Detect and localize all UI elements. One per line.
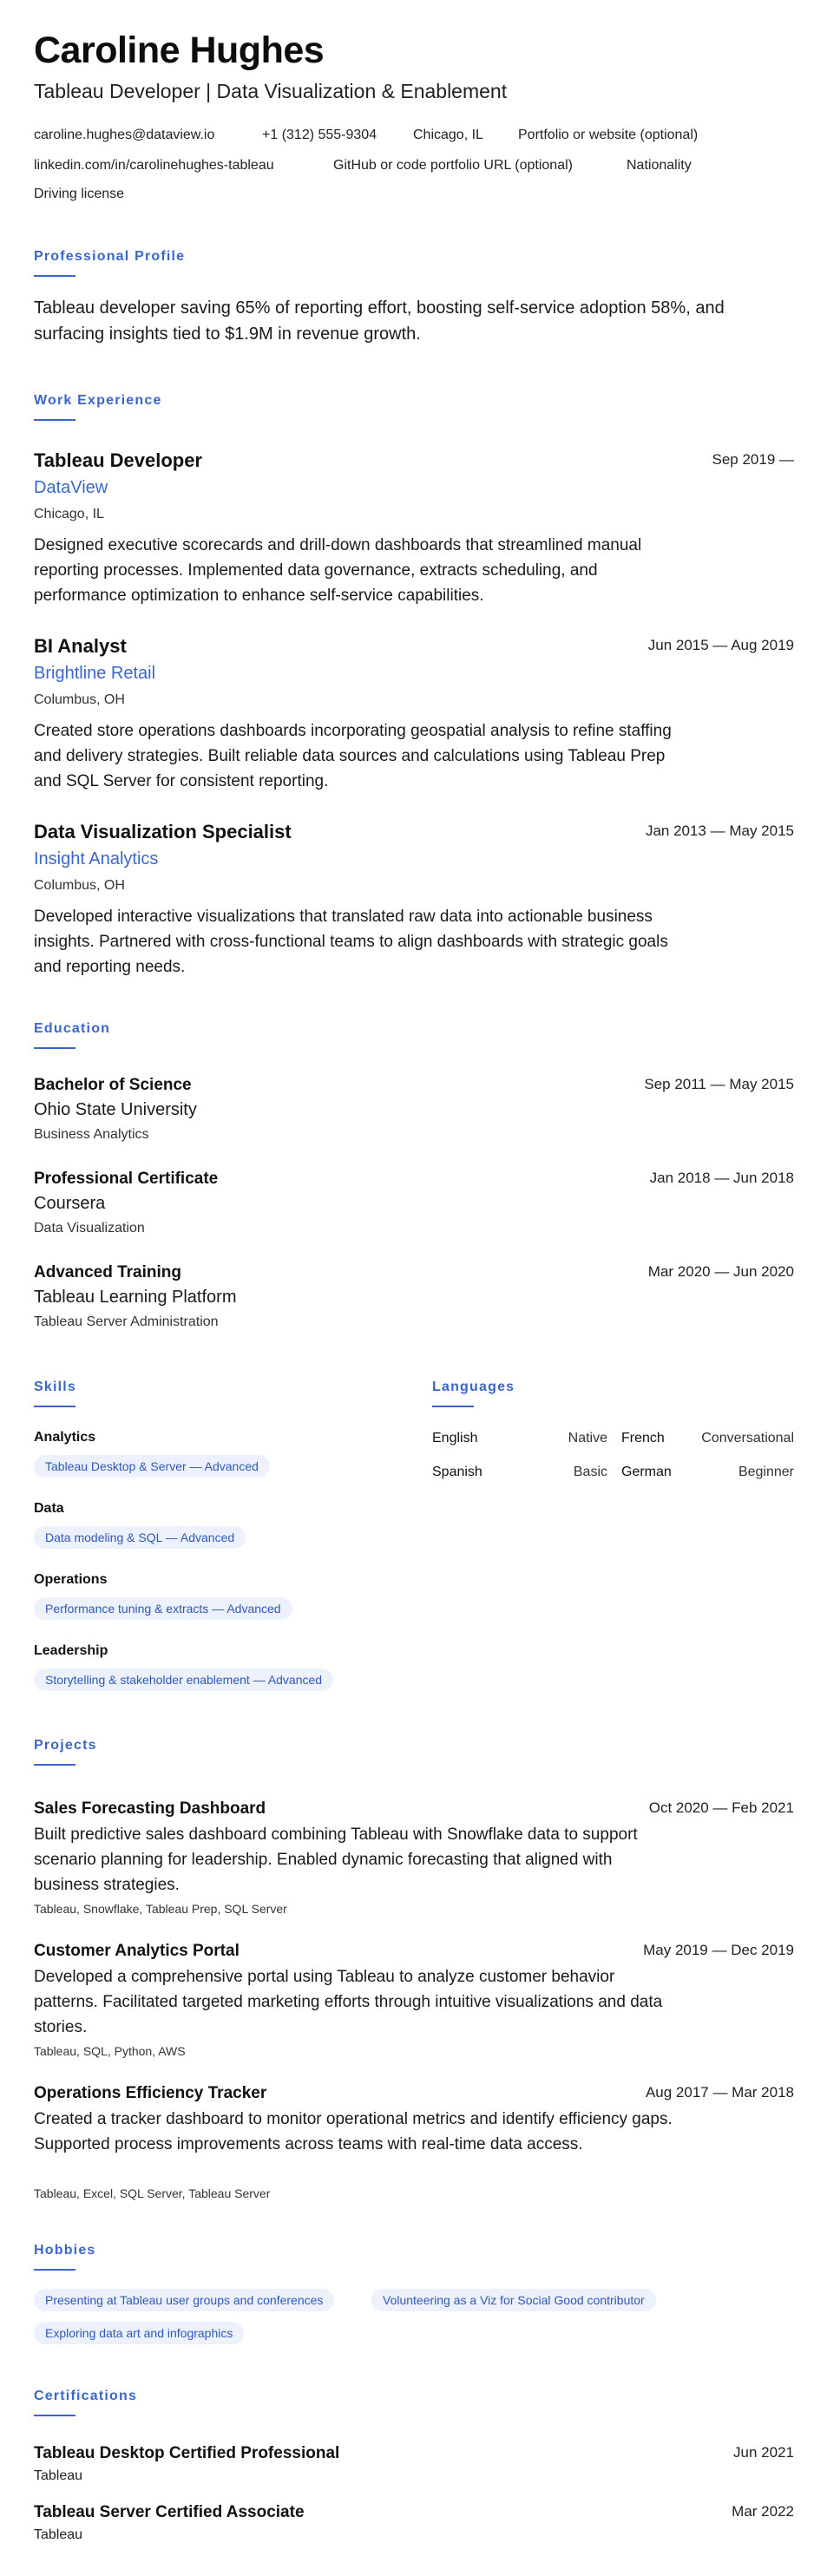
projects-heading: Projects <box>34 1738 97 1753</box>
edu-field: Tableau Server Administration <box>34 1314 219 1329</box>
contact-driving-license: Driving license <box>34 187 125 201</box>
edu-school: Coursera <box>34 1194 106 1213</box>
certification-issuer: Tableau <box>34 2527 83 2542</box>
project-dates: May 2019 — Dec 2019 <box>643 1942 794 1958</box>
job-company: DataView <box>34 478 108 497</box>
skill-pill: Tableau Desktop & Server — Advanced <box>34 1455 270 1478</box>
language-name: French <box>621 1431 665 1445</box>
certifications-heading: Certifications <box>34 2389 138 2403</box>
education-heading: Education <box>34 1021 111 1036</box>
edu-dates: Jan 2018 — Jun 2018 <box>649 1170 794 1186</box>
job-description: Designed executive scorecards and drill-down dashboards that streamlined manual reporting processes. Implemented data governance, extracts scheduling, and performance optimization to enhance self-service capabilities. <box>34 536 642 605</box>
certification-issuer: Tableau <box>34 2468 83 2483</box>
profile-divider <box>34 275 75 277</box>
project-tech: Tableau, Excel, SQL Server, Tableau Server <box>34 2186 271 2200</box>
language-name: German <box>621 1465 672 1479</box>
skill-pill: Storytelling & stakeholder enablement — Advanced <box>34 1668 333 1691</box>
profile-heading: Professional Profile <box>34 249 186 264</box>
hobbies-heading: Hobbies <box>34 2243 96 2258</box>
candidate-name: Caroline Hughes <box>34 29 325 71</box>
contact-github[interactable]: GitHub or code portfolio URL (optional) <box>333 158 573 173</box>
project-dates: Aug 2017 — Mar 2018 <box>645 2084 794 2101</box>
edu-degree: Professional Certificate <box>34 1170 219 1188</box>
edu-degree: Advanced Training <box>34 1263 181 1281</box>
project-title: Sales Forecasting Dashboard <box>34 1799 266 1818</box>
skills-divider <box>34 1406 75 1407</box>
skill-pill: Data modeling & SQL — Advanced <box>34 1526 246 1549</box>
contact-linkedin[interactable]: linkedin.com/in/carolinehughes-tableau <box>34 158 274 173</box>
job-dates: Sep 2019 — <box>712 451 794 468</box>
edu-dates: Mar 2020 — Jun 2020 <box>647 1263 794 1280</box>
edu-degree: Bachelor of Science <box>34 1076 192 1094</box>
project-description: Built predictive sales dashboard combining Tableau with Snowflake data to support scenario planning for leadership. Enabled dynamic forecasting that aligned with business strategies. <box>34 1825 638 1894</box>
job-dates: Jun 2015 — Aug 2019 <box>647 637 794 653</box>
contact-nationality: Nationality <box>627 158 692 173</box>
job-company: Brightline Retail <box>34 664 156 683</box>
languages-heading: Languages <box>432 1380 515 1394</box>
skill-category: Data <box>34 1501 64 1516</box>
certification-date: Mar 2022 <box>732 2503 794 2520</box>
project-description: Created a tracker dashboard to monitor operational metrics and identify efficiency gaps. Supported process improvements across teams with real-time data access. <box>34 2110 673 2153</box>
skill-category: Operations <box>34 1572 108 1587</box>
language-name: English <box>432 1431 478 1445</box>
edu-dates: Sep 2011 — May 2015 <box>644 1076 794 1092</box>
candidate-title: Tableau Developer | Data Visualization & Enablement <box>34 80 508 102</box>
edu-field: Business Analytics <box>34 1127 149 1142</box>
skill-category: Leadership <box>34 1643 108 1658</box>
project-tech: Tableau, Snowflake, Tableau Prep, SQL Server <box>34 1902 287 1916</box>
job-title: Data Visualization Specialist <box>34 821 292 842</box>
hobbies-divider <box>34 2269 75 2271</box>
language-level: Beginner <box>738 1465 794 1479</box>
skill-category: Analytics <box>34 1430 96 1445</box>
language-level: Native <box>568 1431 607 1445</box>
project-title: Customer Analytics Portal <box>34 1942 240 1960</box>
job-location: Columbus, OH <box>34 878 125 893</box>
experience-heading: Work Experience <box>34 393 162 408</box>
job-description: Developed interactive visualizations that translated raw data into actionable business insights. Partnered with cross-functional teams to align dashboards with strategic goals and reporting needs. <box>34 908 668 976</box>
skills-heading: Skills <box>34 1380 77 1394</box>
hobby-pill: Exploring data art and infographics <box>34 2322 244 2344</box>
job-location: Chicago, IL <box>34 507 104 521</box>
projects-divider <box>34 1764 75 1766</box>
job-title: BI Analyst <box>34 635 127 657</box>
contact-email[interactable]: caroline.hughes@dataview.io <box>34 128 215 142</box>
experience-divider <box>34 419 75 421</box>
language-name: Spanish <box>432 1465 482 1479</box>
certifications-divider <box>34 2415 75 2416</box>
edu-school: Ohio State University <box>34 1100 197 1119</box>
edu-field: Data Visualization <box>34 1221 145 1236</box>
profile-summary: Tableau developer saving 65% of reporting effort, boosting self-service adoption 58%, and surfacing insights tied to $1.9M in revenue growth. <box>34 298 725 344</box>
job-title: Tableau Developer <box>34 449 202 471</box>
project-description: Developed a comprehensive portal using Tableau to analyze customer behavior patterns. Facilitated targeted marketing efforts through intuitive visualizations and data stories. <box>34 1968 663 2036</box>
hobby-pill: Presenting at Tableau user groups and conferences <box>34 2289 334 2311</box>
project-tech: Tableau, SQL, Python, AWS <box>34 2044 186 2058</box>
certification-date: Jun 2021 <box>733 2444 794 2461</box>
job-dates: Jan 2013 — May 2015 <box>645 823 794 839</box>
skill-pill: Performance tuning & extracts — Advanced <box>34 1597 292 1620</box>
project-title: Operations Efficiency Tracker <box>34 2084 267 2102</box>
project-dates: Oct 2020 — Feb 2021 <box>648 1799 794 1816</box>
job-company: Insight Analytics <box>34 849 159 868</box>
hobby-pill: Volunteering as a Viz for Social Good contributor <box>371 2289 656 2311</box>
job-description: Created store operations dashboards incorporating geospatial analysis to refine staffing and delivery strategies. Built reliable data sources and calculations using Tableau Prep and SQL Server for consistent reporting. <box>34 722 672 790</box>
contact-portfolio[interactable]: Portfolio or website (optional) <box>518 128 699 142</box>
contact-location: Chicago, IL <box>413 128 483 142</box>
language-level: Basic <box>573 1465 607 1479</box>
job-location: Columbus, OH <box>34 692 125 707</box>
certification-name: Tableau Server Certified Associate <box>34 2503 305 2521</box>
contact-phone[interactable]: +1 (312) 555-9304 <box>262 128 377 142</box>
language-level: Conversational <box>701 1431 794 1445</box>
certification-name: Tableau Desktop Certified Professional <box>34 2444 340 2462</box>
edu-school: Tableau Learning Platform <box>34 1288 237 1307</box>
education-divider <box>34 1047 75 1049</box>
languages-divider <box>432 1406 474 1407</box>
